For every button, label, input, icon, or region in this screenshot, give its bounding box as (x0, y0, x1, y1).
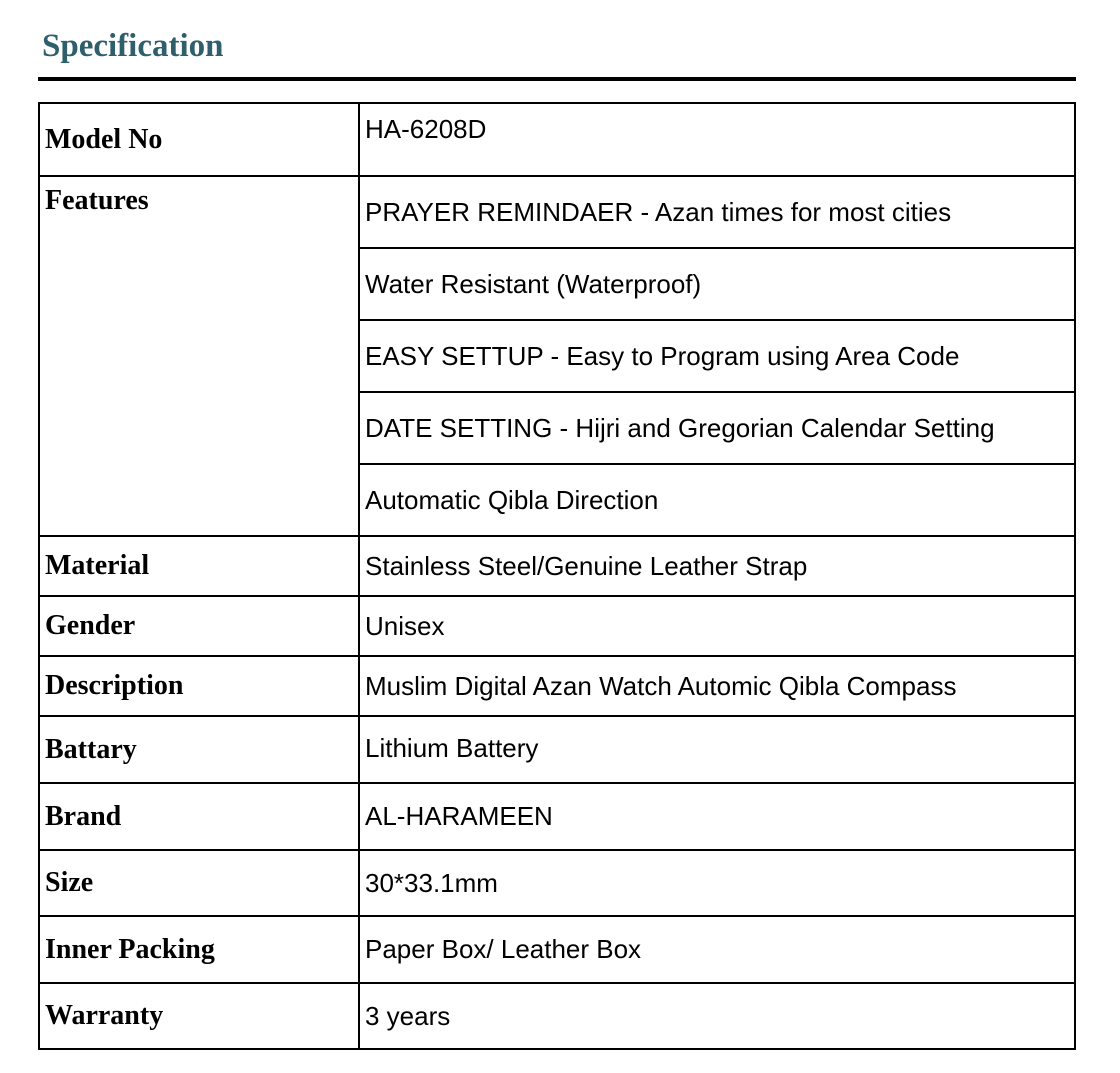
table-row (39, 983, 1075, 1049)
features-label: Features (39, 176, 359, 536)
gender-value: Unisex (359, 596, 1075, 656)
table-row (39, 596, 1075, 656)
material-label: Material (39, 536, 359, 596)
specification-table (38, 102, 1076, 1050)
size-value: 30*33.1mm (359, 850, 1075, 916)
table-row (39, 103, 1075, 176)
description-value: Muslim Digital Azan Watch Automic Qibla Compass (359, 656, 1075, 716)
page-title: Specification (42, 28, 224, 64)
table-row (39, 656, 1075, 716)
model-no-value: HA-6208D (359, 103, 1075, 176)
feature-value: Automatic Qibla Direction (359, 464, 1075, 536)
inner-packing-label: Inner Packing (39, 916, 359, 983)
size-label: Size (39, 850, 359, 916)
table-row (39, 850, 1075, 916)
material-value: Stainless Steel/Genuine Leather Strap (359, 536, 1075, 596)
description-label: Description (39, 656, 359, 716)
feature-value: DATE SETTING - Hijri and Gregorian Calendar Setting (359, 392, 1075, 464)
table-row (39, 916, 1075, 983)
gender-label: Gender (39, 596, 359, 656)
feature-value: Water Resistant (Waterproof) (359, 248, 1075, 320)
battery-label: Battary (39, 716, 359, 783)
feature-value: EASY SETTUP - Easy to Program using Area Code (359, 320, 1075, 392)
brand-value: AL-HARAMEEN (359, 783, 1075, 850)
table-row (39, 536, 1075, 596)
title-divider (38, 77, 1076, 81)
battery-value: Lithium Battery (359, 716, 1075, 783)
feature-value: PRAYER REMINDAER - Azan times for most cities (359, 176, 1075, 248)
warranty-value: 3 years (359, 983, 1075, 1049)
model-no-label: Model No (39, 103, 359, 176)
table-row (39, 176, 1075, 248)
warranty-label: Warranty (39, 983, 359, 1049)
table-row (39, 783, 1075, 850)
table-row (39, 716, 1075, 783)
inner-packing-value: Paper Box/ Leather Box (359, 916, 1075, 983)
brand-label: Brand (39, 783, 359, 850)
